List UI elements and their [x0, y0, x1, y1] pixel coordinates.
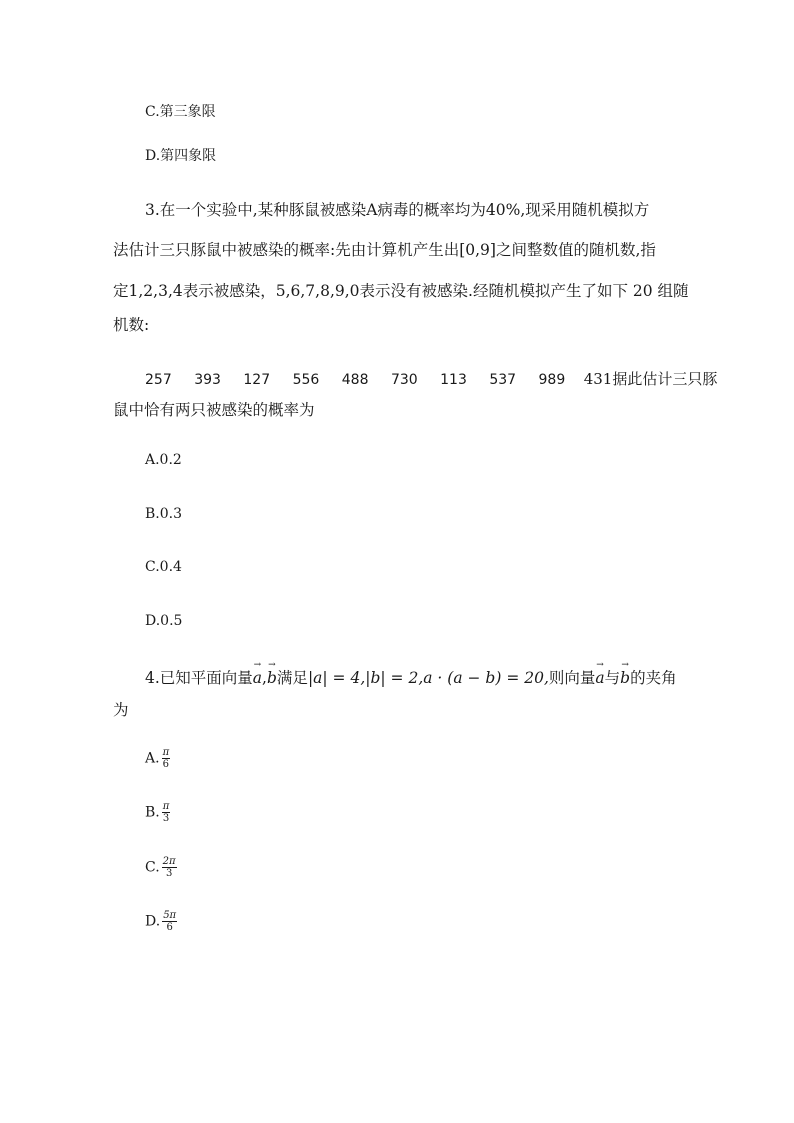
fraction: [162, 856, 177, 879]
condition-dot-product: a · (a − b) = 20,: [423, 669, 549, 687]
random-number: 488: [341, 372, 369, 388]
fraction-denominator: 3: [165, 868, 173, 879]
fraction: [162, 910, 177, 933]
q4-option-d: [145, 910, 177, 933]
q3-option-c: C.0.4: [145, 559, 182, 575]
option-label: C.: [145, 859, 160, 876]
random-number: 537: [489, 372, 517, 388]
fraction-denominator: 6: [162, 759, 170, 770]
random-number: 989: [538, 372, 566, 388]
q3-stem-line-4: 机数:: [113, 316, 150, 334]
fraction: [162, 801, 171, 824]
fraction-numerator: 2π: [162, 856, 176, 867]
q4-stem-line-2: 为: [113, 701, 129, 719]
q4-option-b: [145, 801, 170, 824]
fraction-numerator: 5π: [163, 910, 177, 921]
q4-prefix: 4.已知平面向量: [145, 669, 253, 687]
q3-option-a: A.0.2: [145, 452, 182, 468]
q3-stem-line-1: 3.在一个实验中,某种豚鼠被感染A病毒的概率均为40%,现采用随机模拟方: [145, 201, 650, 219]
random-number: 257: [145, 372, 172, 388]
condition-label: 满足: [276, 669, 308, 687]
q2-option-d: D.第四象限: [145, 148, 217, 164]
q4-option-c: [145, 856, 177, 879]
option-label: B.: [145, 804, 160, 821]
vector-b: → b: [267, 669, 277, 687]
condition-magnitude-b: |b| = 2,: [365, 669, 424, 687]
option-label: D.: [145, 913, 161, 930]
fraction-numerator: π: [162, 801, 170, 812]
condition-magnitude-a: |a| = 4,: [307, 669, 366, 687]
vector-a: → a: [595, 669, 604, 687]
q3-stem-line-3: 定1,2,3,4表示被感染，5,6,7,8,9,0表示没有被感染.经随机模拟产生了如下 20 组随: [113, 282, 689, 300]
option-label: A.: [145, 750, 160, 767]
q3-stem-line-6: 鼠中恰有两只被感染的概率为: [113, 401, 315, 419]
random-number: 393: [194, 372, 221, 388]
q3-option-d: D.0.5: [145, 613, 183, 629]
q2-option-c: C.第三象限: [145, 104, 216, 120]
q3-stem-line-2: 法估计三只豚鼠中被感染的概率:先由计算机产生出[0,9]之间整数值的随机数,指: [113, 241, 656, 259]
q4-stem-line-1: [145, 666, 677, 688]
random-number-tail: 431据此估计三只豚: [583, 370, 718, 388]
q3-random-numbers: [145, 368, 717, 389]
q4-suffix-mid: 与: [604, 669, 621, 687]
fraction-numerator: π: [162, 747, 170, 758]
q4-option-a: [145, 747, 170, 770]
random-number: 556: [292, 372, 320, 388]
fraction-denominator: 6: [166, 922, 173, 933]
q4-suffix-1: 则向量: [548, 669, 596, 687]
vector-b: → b: [620, 669, 630, 687]
fraction-denominator: 3: [162, 813, 170, 824]
comma: ,: [262, 669, 267, 687]
random-number: 113: [440, 372, 467, 388]
vector-a: → a: [253, 669, 262, 687]
random-number: 127: [243, 372, 271, 388]
random-number: 730: [390, 372, 418, 388]
q4-suffix-2: 的夹角: [630, 669, 677, 687]
q3-option-b: B.0.3: [145, 506, 183, 522]
fraction: [162, 747, 171, 770]
